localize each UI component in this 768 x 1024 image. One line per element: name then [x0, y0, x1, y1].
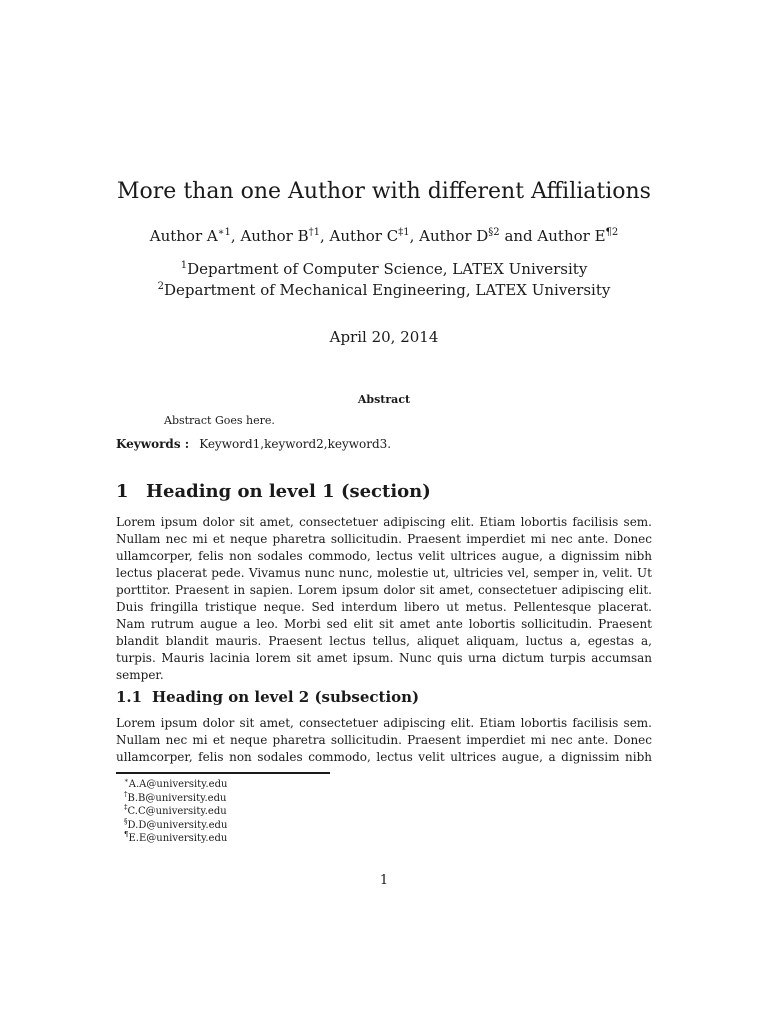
- footnote-mark: ∗: [124, 776, 129, 785]
- footnote-mark: ‡: [124, 803, 128, 812]
- footnote: [124, 819, 424, 833]
- footnote-text: B.B@university.edu: [127, 792, 227, 804]
- keywords-value: Keyword1,keyword2,keyword3.: [199, 437, 392, 451]
- footnote-list: [124, 778, 424, 846]
- keywords-line: [116, 435, 652, 453]
- footnote: [124, 792, 424, 806]
- author-separator: ,: [230, 227, 241, 245]
- author-separator: ,: [320, 227, 330, 245]
- author-name: Author D: [419, 227, 489, 245]
- author-name: Author B: [240, 227, 309, 245]
- affiliation-list: [0, 259, 768, 301]
- footnote-text: D.D@university.edu: [127, 819, 228, 831]
- footnote-text: E.E@university.edu: [128, 833, 228, 845]
- author-mark: §2: [488, 227, 500, 238]
- footnote-mark: ¶: [124, 831, 129, 840]
- author-separator: and: [499, 227, 538, 245]
- affiliation-text: Department of Mechanical Engineering, LATEX University: [164, 281, 611, 299]
- abstract-heading: Abstract: [357, 393, 411, 406]
- affiliation-text: Department of Computer Science, LATEX University: [187, 260, 588, 278]
- affiliation-mark: 1: [180, 260, 188, 271]
- subsection-number: 1.1: [116, 688, 143, 706]
- section-number: 1: [116, 481, 129, 502]
- footnote: [124, 778, 424, 792]
- affiliation-mark: 2: [157, 281, 164, 292]
- affiliation-line: [0, 259, 768, 280]
- section-heading: [116, 479, 652, 505]
- author-mark: ¶2: [605, 227, 619, 238]
- author-name: Author E: [537, 227, 606, 245]
- author-mark: ‡1: [398, 227, 410, 238]
- subsection-heading: [116, 686, 652, 708]
- paper-title: More than one Author with different Affiliations: [117, 179, 651, 204]
- abstract-body: Abstract Goes here.: [164, 414, 275, 427]
- affiliation-line: [0, 280, 768, 301]
- page-number: 1: [379, 873, 389, 888]
- section-paragraph: Lorem ipsum dolor sit amet, consectetuer adipiscing elit. Etiam lobortis facilisis sem. Nullam nec mi et neque pharetra sollicitudin. Praesent imperdiet mi nec ante. Donec ullamcorper, felis non sodales commodo, lectus velit ultrices augue, a dignissim nibh lectus placerat pede. Vivamus nunc nunc, molestie ut, ultricies vel, semper in, velit. Ut porttitor. Praesent in sapien. Lorem ipsum dolor sit amet, consectetuer adipiscing elit. Duis fringilla tristique neque. Sed interdum libero ut metus. Pellentesque placerat. Nam rutrum augue a leo. Morbi sed elit sit amet ante lobortis sollicitudin. Praesent blandit blandit mauris. Praesent lectus tellus, aliquet aliquam, luctus a, egestas a, turpis. Mauris lacinia lorem sit amet ipsum. Nunc quis urna dictum turpis accumsan semper.: [116, 515, 652, 682]
- footnote: [124, 805, 424, 819]
- section-title: Heading on level 1 (section): [146, 481, 431, 502]
- paper-date: April 20, 2014: [329, 328, 439, 346]
- footnote: [124, 832, 424, 846]
- footnote-mark: §: [124, 817, 128, 826]
- author-name: Author C: [329, 227, 399, 245]
- author-mark: ∗1: [217, 227, 231, 238]
- keywords-label: Keywords :: [116, 437, 190, 451]
- footnote-text: C.C@university.edu: [127, 806, 227, 818]
- subsection-title: Heading on level 2 (subsection): [152, 688, 420, 706]
- footnote-mark: †: [124, 790, 128, 799]
- footnote-rule: [116, 772, 330, 774]
- footnote-text: A.A@university.edu: [128, 779, 228, 790]
- author-separator: ,: [409, 227, 420, 245]
- author-list: [0, 225, 768, 247]
- author-name: Author A: [149, 227, 218, 245]
- author-mark: †1: [308, 227, 320, 238]
- subsection-paragraph: Lorem ipsum dolor sit amet, consectetuer adipiscing elit. Etiam lobortis facilisis sem. Nullam nec mi et neque pharetra sollicitudin. Praesent imperdiet mi nec ante. Donec ullamcorper, felis non sodales commodo, lectus velit ultrices augue, a dignissim nibh: [116, 716, 652, 764]
